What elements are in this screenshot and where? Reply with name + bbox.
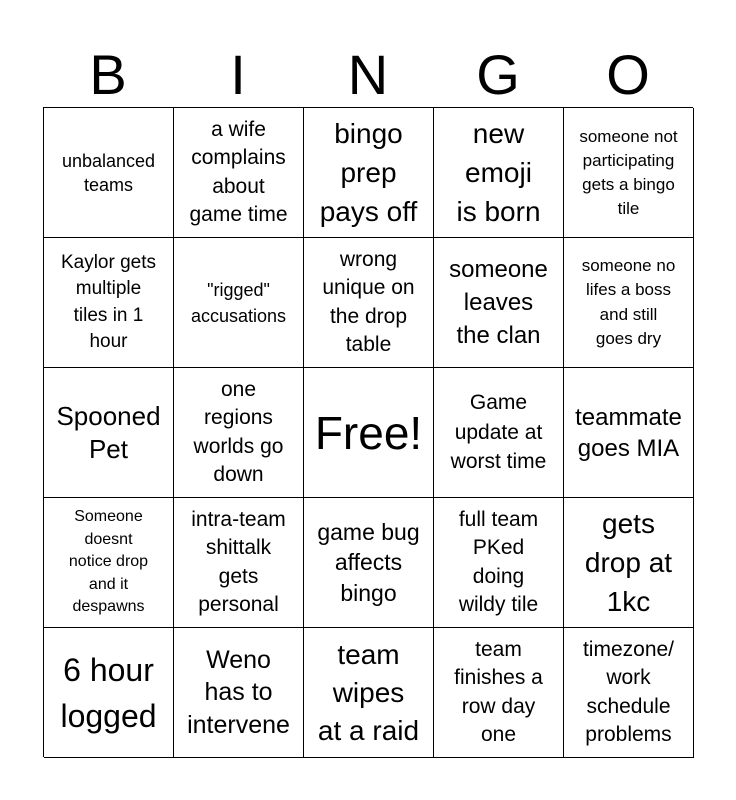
bingo-tile-r4-c2[interactable] (174, 498, 304, 628)
bingo-board (43, 107, 693, 757)
tile-text: Kaylor gets multiple tiles in 1 hour (60, 251, 157, 352)
bingo-tile-r2-c4[interactable] (434, 238, 564, 368)
tile-text: 6 hour logged (60, 651, 157, 734)
bingo-tile-r3-c1[interactable] (44, 368, 174, 498)
bingo-tile-r2-c5[interactable] (564, 238, 694, 368)
tile-text: gets drop at 1kc (584, 508, 673, 617)
tile-text: someone no lifes a boss and still goes dry (581, 255, 676, 348)
header-letter-b: B (89, 43, 127, 106)
free-space-text: Free! (314, 406, 423, 459)
header-letter-n: N (347, 43, 389, 106)
tile-text: bingo prep pays off (319, 118, 418, 227)
bingo-tile-r4-c4[interactable] (434, 498, 564, 628)
tile-text: someone leaves the clan (449, 256, 548, 349)
tile-text: someone not participating gets a bingo tile (579, 126, 678, 218)
tile-text: new emoji is born (456, 118, 541, 227)
tile-text: full team PKed doing wildy tile (458, 507, 539, 616)
bingo-tile-r1-c4[interactable] (434, 108, 564, 238)
tile-text: Spooned Pet (56, 400, 161, 464)
tile-text: "rigged" accusations (190, 279, 287, 326)
tile-text: Game update at worst time (450, 391, 547, 474)
bingo-tile-r3-c2[interactable] (174, 368, 304, 498)
tile-text: game bug affects bingo (317, 518, 420, 606)
tile-text: wrong unique on the drop table (322, 247, 415, 356)
bingo-tile-r5-c4[interactable] (434, 628, 564, 758)
tile-text: unbalanced teams (61, 150, 156, 195)
tile-text: team wipes at a raid (317, 638, 420, 746)
bingo-tile-r1-c5[interactable] (564, 108, 694, 238)
tile-text: a wife complains about game time (189, 117, 288, 226)
bingo-tile-r5-c2[interactable] (174, 628, 304, 758)
tile-text: teammate goes MIA (575, 403, 682, 462)
tile-text: team finishes a row day one (454, 637, 543, 746)
tile-text: Weno has to intervene (187, 645, 290, 739)
bingo-tile-r3-c5[interactable] (564, 368, 694, 498)
bingo-tile-r5-c5[interactable] (564, 628, 694, 758)
tile-text: one regions worlds go down (193, 377, 284, 486)
tile-text: intra-team shittalk gets personal (191, 507, 286, 616)
bingo-tile-r1-c1[interactable] (44, 108, 174, 238)
bingo-tile-r3-c4[interactable] (434, 368, 564, 498)
bingo-tile-r4-c5[interactable] (564, 498, 694, 628)
header-letter-g: G (476, 43, 520, 106)
bingo-tile-r5-c1[interactable] (44, 628, 174, 758)
bingo-tile-r4-c1[interactable] (44, 498, 174, 628)
bingo-tile-r2-c2[interactable] (174, 238, 304, 368)
bingo-tile-r2-c1[interactable] (44, 238, 174, 368)
bingo-tile-r1-c2[interactable] (174, 108, 304, 238)
bingo-tile-r1-c3[interactable] (304, 108, 434, 238)
bingo-header (43, 44, 693, 106)
free-space-tile[interactable] (304, 368, 434, 498)
header-letter-o: O (606, 43, 650, 106)
bingo-tile-r4-c3[interactable] (304, 498, 434, 628)
tile-text: timezone/ work schedule problems (582, 637, 675, 746)
bingo-tile-r2-c3[interactable] (304, 238, 434, 368)
tile-text: Someone doesnt notice drop and it despawns (68, 508, 149, 616)
bingo-tile-r5-c3[interactable] (304, 628, 434, 758)
header-letter-i: I (230, 43, 246, 106)
